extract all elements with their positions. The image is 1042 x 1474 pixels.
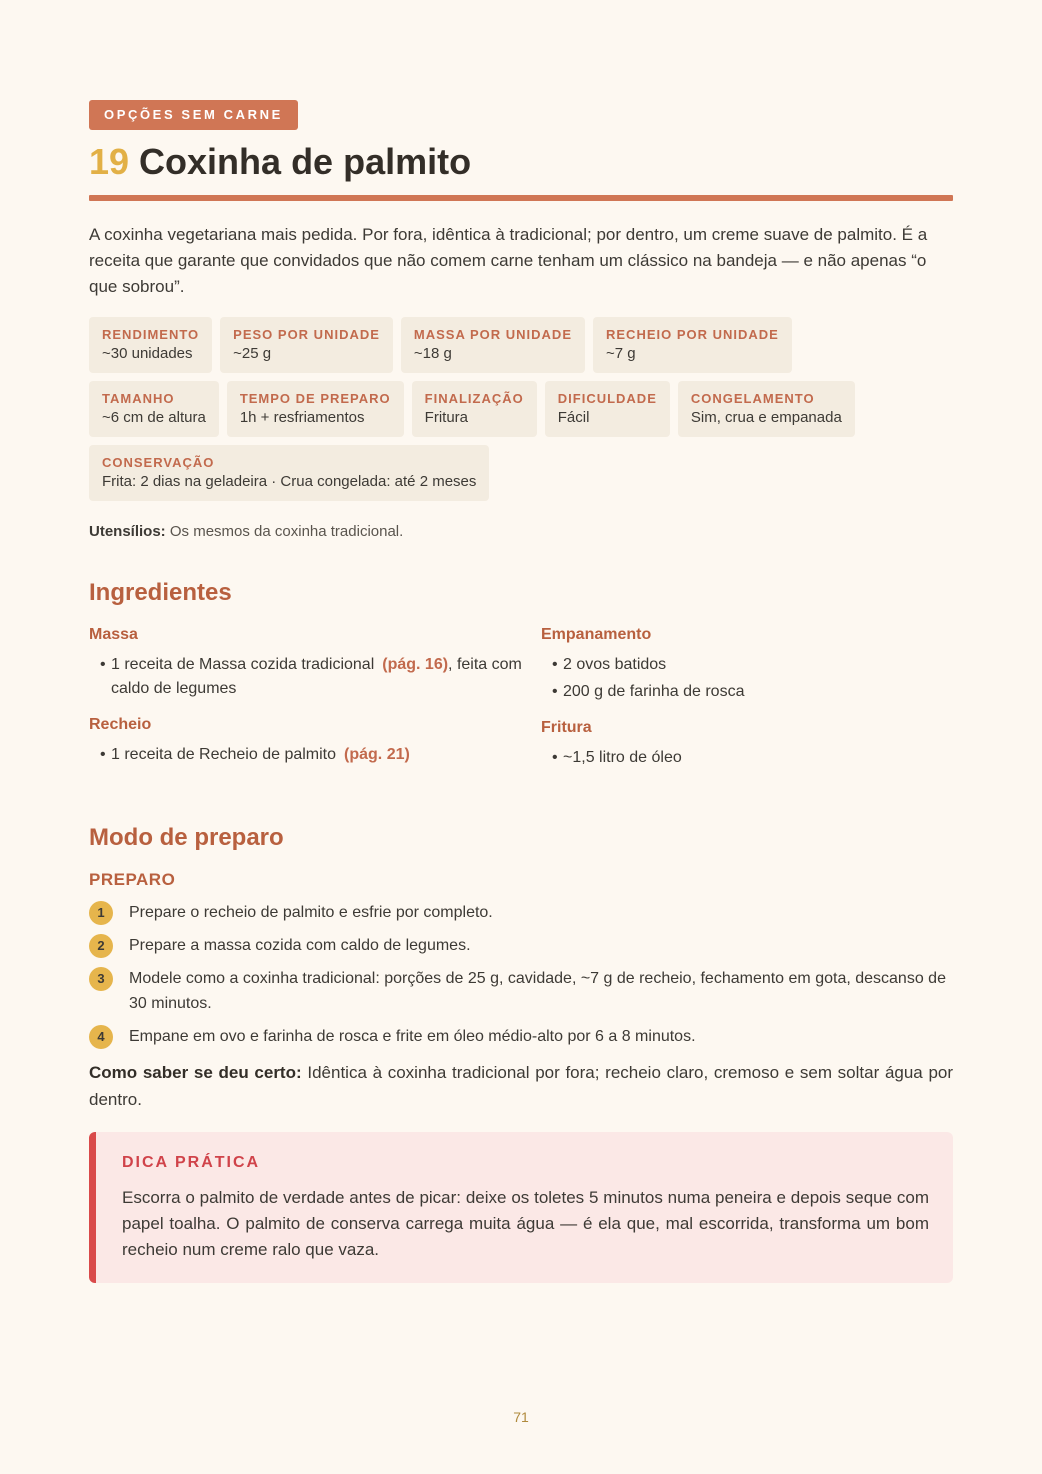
info-card-recheio: [593, 317, 792, 373]
info-value: ~7 g: [606, 345, 636, 362]
list-item: [89, 743, 541, 767]
info-label: RECHEIO POR UNIDADE: [606, 327, 779, 342]
group-massa-title: Massa: [89, 626, 138, 643]
info-card-peso: [220, 317, 393, 373]
tip-text: Escorra o palmito de verdade antes de picar: deixe os toletes 5 minutos numa peneira e depois seque com papel toalha. O palmito de conserva carrega muita água — é ela que, mal escorrida, transforma um bom recheio num creme ralo que vaza.: [122, 1188, 929, 1259]
info-card-congelamento: [678, 381, 855, 437]
info-label: PESO POR UNIDADE: [233, 327, 380, 342]
info-value: Frita: 2 dias na geladeira · Crua congelada: até 2 meses: [102, 473, 477, 490]
info-label: MASSA POR UNIDADE: [413, 327, 572, 342]
info-value: Fritura: [424, 409, 468, 426]
info-cards: [89, 317, 929, 501]
ingredient-text: , feita com caldo de legumes: [111, 656, 522, 697]
group-empanamento-title: Empanamento: [541, 626, 652, 643]
step-number-badge: 1: [89, 901, 113, 925]
info-value: ~25 g: [233, 345, 272, 362]
info-label: CONSERVAÇÃO: [102, 455, 215, 470]
info-card-conservacao: [89, 445, 489, 501]
tip-title: DICA PRÁTICA: [122, 1154, 261, 1171]
utensils-text: Os mesmos da coxinha tradicional.: [169, 523, 404, 540]
step-number-badge: 2: [89, 934, 113, 958]
success-label: Como saber se deu certo:: [89, 1063, 302, 1082]
step-item: [89, 966, 953, 1016]
step-text: Prepare a massa cozida com caldo de legumes.: [129, 937, 471, 954]
step-item: [89, 933, 953, 958]
ingredients-left-column: [89, 625, 541, 784]
info-value: 1h + resfriamentos: [239, 409, 365, 426]
page-reference-link[interactable]: (pág. 21): [344, 746, 410, 763]
info-label: DIFICULDADE: [557, 391, 657, 406]
list-item: • 200 g de farinha de rosca: [541, 680, 953, 704]
step-item: [89, 900, 953, 925]
info-label: RENDIMENTO: [102, 327, 200, 342]
info-value: Sim, crua e empanada: [690, 409, 842, 426]
steps-list: [89, 900, 953, 1049]
info-card-massa: [401, 317, 585, 373]
step-number-badge: 3: [89, 967, 113, 991]
page-number: 71: [513, 1409, 529, 1425]
list-item: [89, 653, 541, 701]
ingredients-heading: Ingredientes: [89, 579, 232, 606]
info-card-rendimento: [89, 317, 212, 373]
group-massa-list: [89, 653, 541, 701]
info-label: FINALIZAÇÃO: [424, 391, 524, 406]
group-recheio-title: Recheio: [89, 716, 152, 733]
utensils-line: [89, 523, 953, 540]
success-check: [89, 1059, 953, 1113]
group-recheio-list: [89, 743, 541, 767]
info-value: ~30 unidades: [102, 345, 193, 362]
recipe-name: Coxinha de palmito: [139, 141, 472, 182]
info-label: TAMANHO: [102, 391, 175, 406]
info-label: CONGELAMENTO: [690, 391, 815, 406]
step-item: [89, 1024, 953, 1049]
page-reference-link[interactable]: (pág. 16): [382, 656, 449, 673]
info-value: Fácil: [557, 409, 590, 426]
recipe-title: [89, 142, 953, 182]
list-item: • 2 ovos batidos: [541, 653, 953, 677]
group-empanamento-list: [541, 653, 953, 704]
ingredient-text: 1 receita de Recheio de palmito: [111, 746, 337, 763]
list-item: • ~1,5 litro de óleo: [541, 746, 953, 770]
ingredients-right-column: [541, 625, 953, 784]
utensils-label: Utensílios:: [89, 523, 166, 540]
category-badge: OPÇÕES SEM CARNE: [89, 100, 298, 130]
title-divider: [89, 195, 953, 201]
group-fritura-title: Fritura: [541, 719, 592, 736]
recipe-number: 19: [89, 141, 130, 182]
info-value: ~18 g: [413, 345, 452, 362]
group-fritura-list: [541, 746, 953, 770]
info-card-dificuldade: [545, 381, 670, 437]
ingredient-text: 1 receita de Massa cozida tradicional: [111, 656, 375, 673]
recipe-page: [89, 100, 953, 1283]
info-value: ~6 cm de altura: [102, 409, 206, 426]
info-card-finalizacao: [412, 381, 537, 437]
success-text: Idêntica à coxinha tradicional por fora; recheio claro, cremoso e sem soltar água por dentro.: [89, 1063, 954, 1109]
info-card-tamanho: [89, 381, 219, 437]
step-number-badge: 4: [89, 1025, 113, 1049]
step-text: Prepare o recheio de palmito e esfrie por completo.: [129, 904, 493, 921]
info-label: TEMPO DE PREPARO: [239, 391, 391, 406]
method-subheading: PREPARO: [89, 870, 176, 889]
step-text: Empane em ovo e farinha de rosca e frite em óleo médio-alto por 6 a 8 minutos.: [129, 1028, 696, 1045]
ingredients-columns: [89, 625, 953, 784]
intro-text: A coxinha vegetariana mais pedida. Por fora, idêntica à tradicional; por dentro, um creme suave de palmito. É a receita que garante que convidados que não comem carne tenham um clássico na bandeja — e não apenas “o que sobrou”.: [89, 225, 928, 296]
step-text: Modele como a coxinha tradicional: porções de 25 g, cavidade, ~7 g de recheio, fechamento em gota, descanso de 30 minutos.: [129, 970, 946, 1012]
method-heading: Modo de preparo: [89, 824, 284, 851]
tip-box: [89, 1132, 953, 1283]
info-card-tempo: [227, 381, 404, 437]
